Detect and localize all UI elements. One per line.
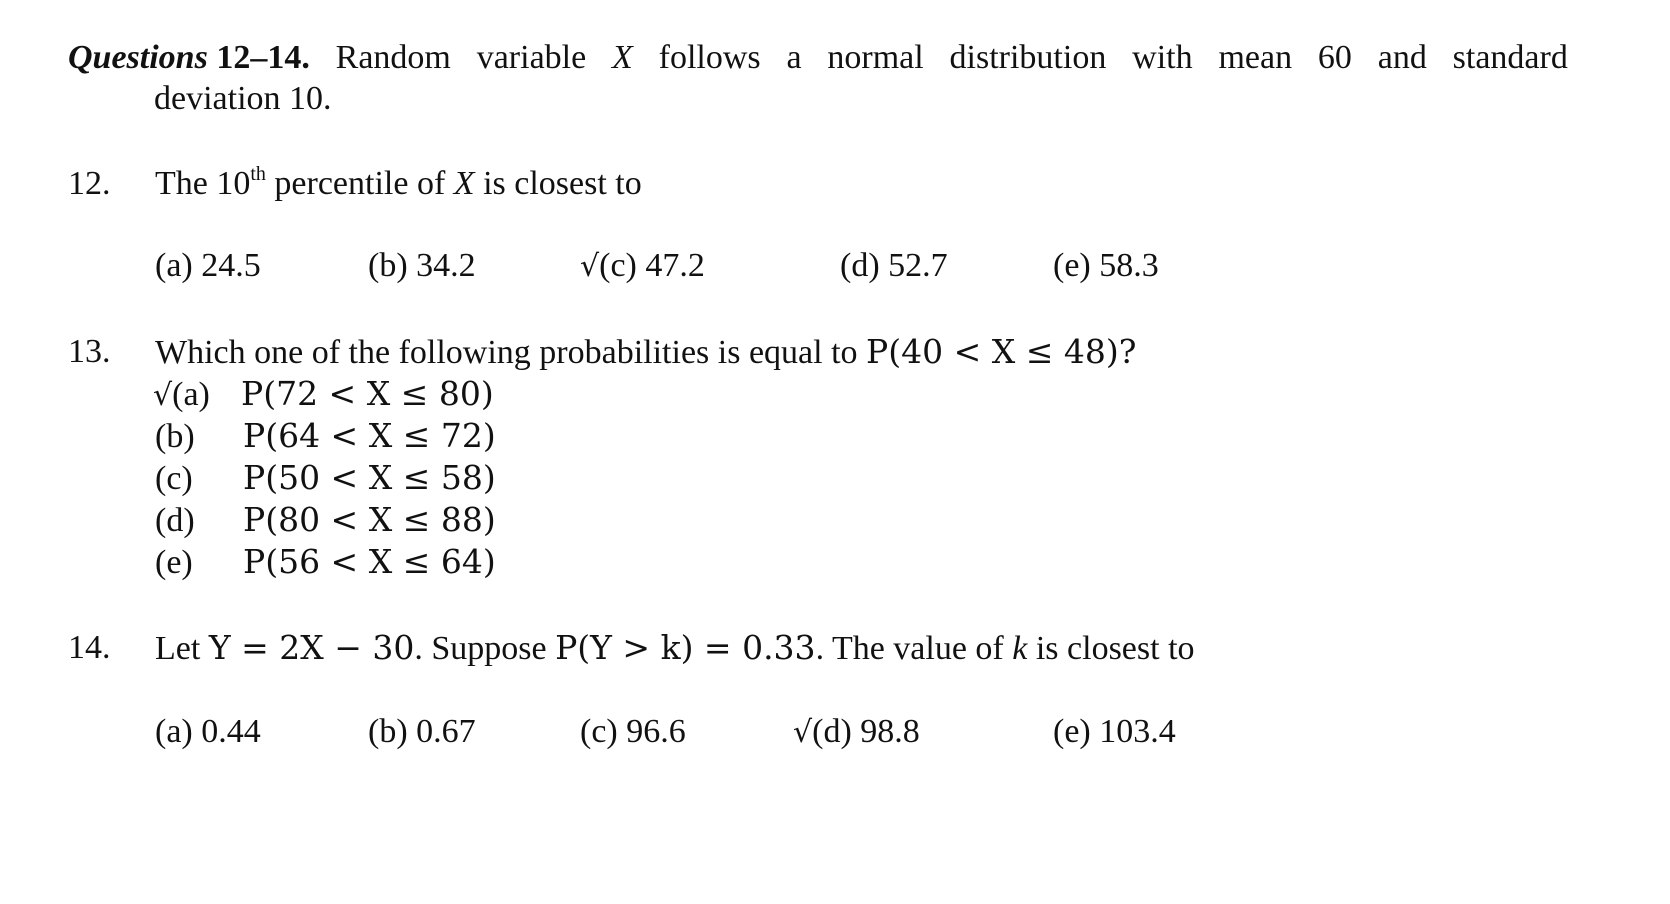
header-lead: Questions 12–14. xyxy=(68,39,310,76)
question-13-option-d: (d) P(80 < X ≤ 88) xyxy=(155,500,496,539)
question-group-header xyxy=(68,38,1568,120)
header-line-2: deviation 10. xyxy=(154,79,332,117)
question-13-stem: Which one of the following probabilities is equal to P(40 < X ≤ 48)? xyxy=(155,332,1137,371)
question-13-option-b: (b) P(64 < X ≤ 72) xyxy=(155,416,496,455)
question-12-number: 12. xyxy=(68,165,111,202)
header-word: X xyxy=(612,39,633,76)
question-14-number: 14. xyxy=(68,629,111,666)
header-word: mean xyxy=(1218,39,1293,76)
header-word: normal xyxy=(827,39,924,76)
check-mark-icon: √ xyxy=(793,715,813,750)
header-word: with xyxy=(1132,39,1193,76)
question-12-stem: The 10th percentile of X is closest to xyxy=(155,163,642,202)
question-12-option-e: (e) 58.3 xyxy=(1053,247,1159,284)
question-12-option-a: (a) 24.5 xyxy=(155,247,261,284)
header-word: standard xyxy=(1452,39,1568,76)
question-14-option-a: (a) 0.44 xyxy=(155,713,261,750)
header-word: distribution xyxy=(949,39,1107,76)
question-14-option-c: (c) 96.6 xyxy=(580,713,686,750)
header-word: 60 xyxy=(1317,39,1352,76)
question-14-stem: Let Y = 2X − 30. Suppose P(Y > k) = 0.33. The value of k is closest to xyxy=(155,628,1195,667)
check-mark-icon: √ xyxy=(153,378,173,413)
question-13-option-e: (e) P(56 < X ≤ 64) xyxy=(155,542,496,581)
question-14-option-b: (b) 0.67 xyxy=(368,713,476,750)
question-12-option-c: √(c) 47.2 xyxy=(580,247,705,284)
question-13-number: 13. xyxy=(68,333,111,370)
header-word: and xyxy=(1377,39,1427,76)
header-word: follows xyxy=(658,39,761,76)
question-12-option-d: (d) 52.7 xyxy=(840,247,948,284)
check-mark-icon: √ xyxy=(580,249,600,284)
question-14-option-e: (e) 103.4 xyxy=(1053,713,1176,750)
question-12-option-b: (b) 34.2 xyxy=(368,247,476,284)
header-line-1 xyxy=(68,38,1568,79)
question-13-option-c: (c) P(50 < X ≤ 58) xyxy=(155,458,496,497)
header-word: Random xyxy=(335,39,451,76)
question-13-option-a: √(a) P(72 < X ≤ 80) xyxy=(153,374,494,413)
header-word: a xyxy=(786,39,802,76)
question-14-option-d: √(d) 98.8 xyxy=(793,713,920,750)
header-word: variable xyxy=(476,39,587,76)
